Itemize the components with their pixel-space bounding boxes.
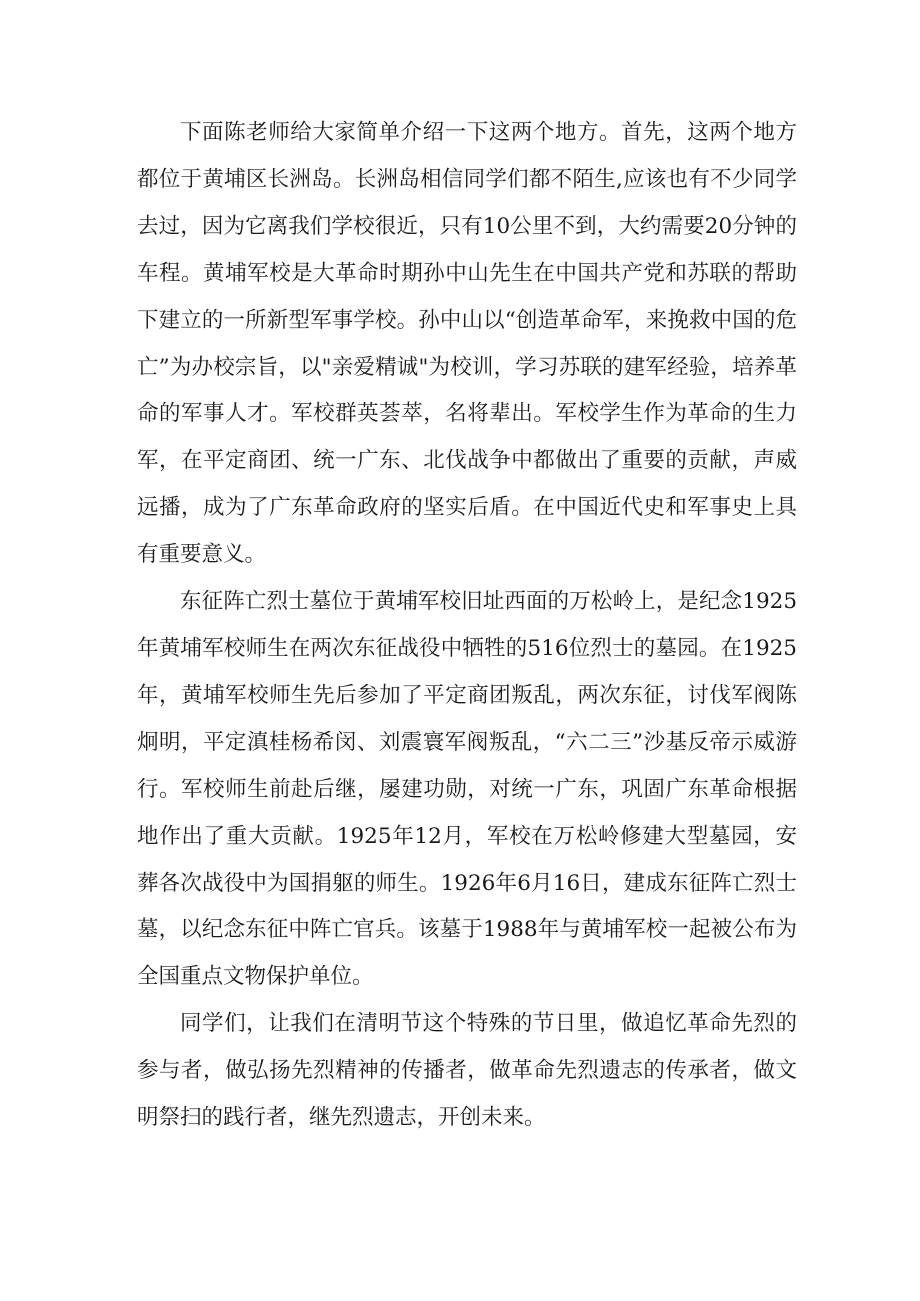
paragraph-closing-call: 同学们，让我们在清明节这个特殊的节日里，做追忆革命先烈的参与者，做弘扬先烈精神的传播者，做革命先烈遗志的传承者，做文明祭扫的践行者，继先烈遗志，开创未来。	[137, 1011, 797, 1131]
paragraph-introduction: 下面陈老师给大家简单介绍一下这两个地方。首先，这两个地方都位于黄埔区长洲岛。长洲岛相信同学们都不陌生,应该也有不少同学去过，因为它离我们学校很近，只有10公里不到，大约需要20分钟的车程。黄埔军校是大革命时期孙中山先生在中国共产党和苏联的帮助下建立的一所新型军事学校。孙中山以“创造革命军，来挽救中国的危亡”为办校宗旨，以"亲爱精诚"为校训，学习苏联的建军经验，培养革命的军事人才。军校群英荟萃，名将辈出。军校学生作为革命的生力军，在平定商团、统一广东、北伐战争中都做出了重要的贡献，声威远播，成为了广东革命政府的坚实后盾。在中国近代史和军事史上具有重要意义。	[137, 120, 797, 568]
paragraph-eastern-expedition-cemetery: 东征阵亡烈士墓位于黄埔军校旧址西面的万松岭上，是纪念1925年黄埔军校师生在两次东征战役中牺牲的516位烈士的墓园。在1925年，黄埔军校师生先后参加了平定商团叛乱，两次东征，讨伐军阀陈炯明，平定滇桂杨希闵、刘震寰军阀叛乱，“六二三”沙基反帝示威游行。军校师生前赴后继，屡建功勋，对统一广东，巩固广东革命根据地作出了重大贡献。1925年12月，军校在万松岭修建大型墓园，安葬各次战役中为国捐躯的师生。1926年6月16日，建成东征阵亡烈士墓，以纪念东征中阵亡官兵。该墓于1988年与黄埔军校一起被公布为全国重点文物保护单位。	[137, 589, 797, 990]
document-body	[137, 110, 797, 1142]
